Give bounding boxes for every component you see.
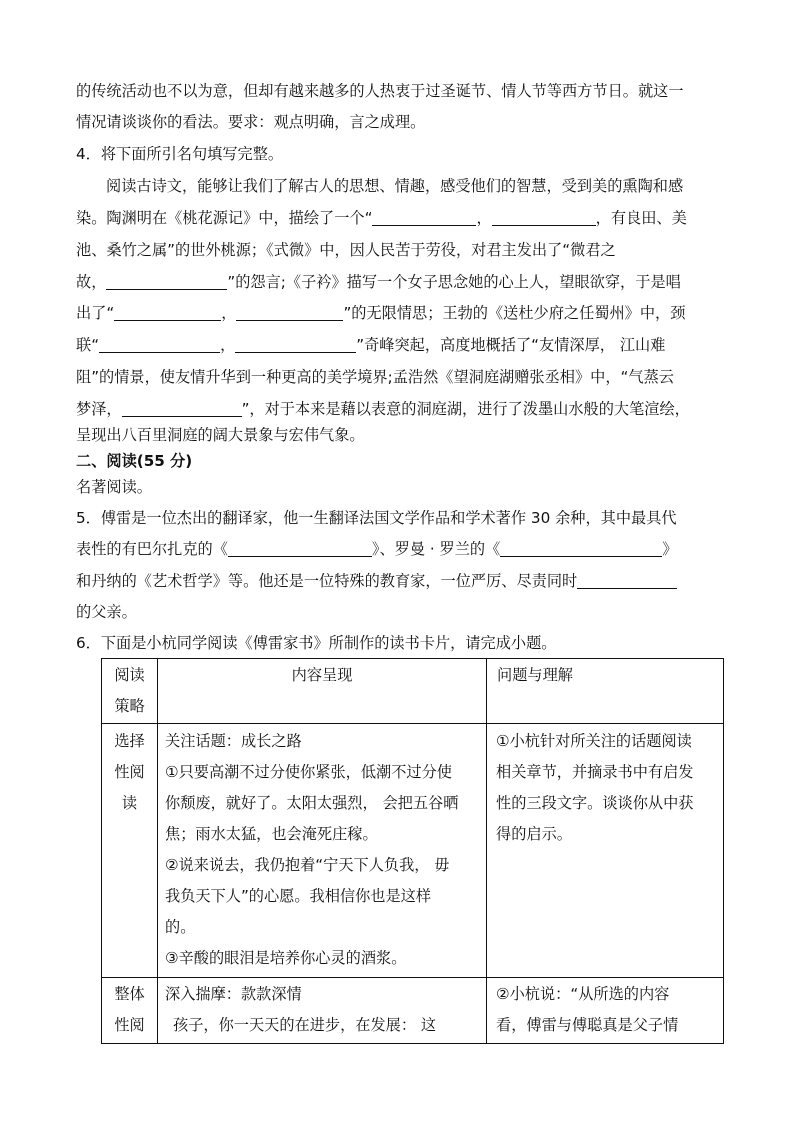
cell-line: 性阅 <box>114 763 145 781</box>
q4-para-line-4 <box>76 271 681 293</box>
text-seg: 梦泽， <box>76 400 122 418</box>
cell-line: ②小杭说：“从所选的内容 <box>496 985 670 1003</box>
text-seg: ”奇峰突起，高度地概括了“友情深厚， 江山难 <box>356 336 666 354</box>
q5-line-3 <box>76 570 677 592</box>
blank-4[interactable] <box>114 303 221 321</box>
text-seg: ， <box>221 304 237 322</box>
blank-9[interactable] <box>228 539 372 557</box>
blank-6[interactable] <box>99 335 220 353</box>
text-seg: 染。陶渊明在《桃花源记》中，描绘了一个“ <box>76 209 373 227</box>
q6-stem: 6．下面是小杭同学阅读《傅雷家书》所制作的读书卡片，请完成小题。 <box>76 634 557 652</box>
cell-line: 内容呈现 <box>291 666 353 684</box>
header-question <box>487 659 724 724</box>
cell-line: 深入揣摩：款款深情 <box>165 985 302 1003</box>
text-seg: ，有良田、美 <box>595 209 687 227</box>
cell-line: 选择 <box>114 732 145 750</box>
text-seg: 和丹纳的《艺术哲学》等。他还是一位特殊的教育家，一位严厉、尽责同时 <box>76 572 578 590</box>
q4-para-line-1: 阅读古诗文，能够让我们了解古人的思想、情趣，感受他们的智慧，受到美的熏陶和感 <box>106 177 684 195</box>
cell-line: 你颓废，就好了。太阳太强烈， 会把五谷晒 <box>165 794 459 812</box>
cell-line: 阅读 <box>114 666 145 684</box>
text-seg: 出了“ <box>76 304 115 322</box>
text-seg: ”的怨言;《子衿》描写一个女子思念她的心上人，望眼欲穿，于是唱 <box>227 273 681 291</box>
question-cell <box>487 724 724 978</box>
content-cell <box>158 978 487 1044</box>
text-seg: ”，对于本来是藉以表意的洞庭湖，进行了泼墨山水般的大笔渲绘， <box>241 400 690 418</box>
q4-stem: 4．将下面所引名句填写完整。 <box>76 145 284 163</box>
blank-8[interactable] <box>122 399 242 417</box>
q5-line-4: 的父亲。 <box>76 603 137 621</box>
cell-line: ②说来说去，我仍抱着“宁天下人负我， 毋 <box>165 856 450 874</box>
q5-line-1: 5．傅雷是一位杰出的翻译家，他一生翻译法国文学作品和学术著作 30 余种，其中最具代 <box>76 509 677 527</box>
cell-line: 我负天下人”的心愿。我相信你也是这样 <box>165 887 432 905</box>
blank-3[interactable] <box>106 272 227 290</box>
q5-line-2 <box>76 538 677 560</box>
table-row <box>102 978 724 1044</box>
q4-para-line-9: 呈现出八百里洞庭的阔大景象与宏伟气象。 <box>76 426 365 444</box>
cell-line: ①小杭针对所关注的话题阅读 <box>496 732 692 750</box>
cell-line: 性的三段文字。谈谈你从中获 <box>496 794 694 812</box>
cell-line: 得的启示。 <box>496 825 572 843</box>
cell-line: 关注话题：成长之路 <box>165 732 302 750</box>
text-seg: 》、罗曼 · 罗兰的《 <box>371 540 501 558</box>
intro-line-1: 的传统活动也不以为意，但却有越来越多的人热衷于过圣诞节、情人节等西方节日。就这一 <box>76 82 684 100</box>
text-seg: 故， <box>76 273 107 291</box>
q4-para-line-5 <box>76 302 685 324</box>
q4-para-line-6 <box>76 334 665 356</box>
content-cell <box>158 724 487 978</box>
table-row <box>102 724 724 978</box>
header-strategy <box>102 659 158 724</box>
cell-line: 读 <box>121 794 138 812</box>
cell-line: 孩子，你一天天的在进步，在发展： 这 <box>173 1016 437 1034</box>
q4-para-line-3: 池、桑竹之属”的世外桃源；《式微》中，因人民苦于劳役，对君主发出了“微君之 <box>76 241 616 259</box>
text-seg: ， <box>220 336 236 354</box>
cell-line: ①只要高潮不过分使你紧张，低潮不过分使 <box>165 763 452 781</box>
blank-11[interactable] <box>577 571 677 589</box>
strategy-cell <box>102 978 158 1044</box>
text-seg: 表性的有巴尔扎克的《 <box>76 540 228 558</box>
cell-line: 整体 <box>114 985 145 1003</box>
strategy-cell <box>102 724 158 978</box>
text-seg: ， <box>476 209 492 227</box>
cell-line: 的。 <box>165 918 196 936</box>
q4-para-line-8 <box>76 398 690 420</box>
cell-line: ③辛酸的眼泪是培养你心灵的酒浆。 <box>165 949 407 967</box>
text-seg: ”的无限情思；王勃的《送杜少府之任蜀州》中，颈 <box>343 304 686 322</box>
header-content <box>158 659 487 724</box>
q4-para-line-7: 阻”的情景，使友情升华到一种更高的美学境界;孟浩然《望洞庭湖赠张丞相》中，“气蒸云 <box>76 368 674 386</box>
cell-line: 策略 <box>114 697 145 715</box>
question-cell <box>487 978 724 1044</box>
text-seg: 》 <box>662 540 678 558</box>
blank-5[interactable] <box>236 303 343 321</box>
cell-line: 看，傅雷与傅聪真是父子情 <box>496 1016 679 1034</box>
blank-10[interactable] <box>500 539 662 557</box>
table-header-row <box>102 659 724 724</box>
text-seg: 联“ <box>76 336 100 354</box>
cell-line: 焦；雨水太猛，也会淹死庄稼。 <box>165 825 378 843</box>
section-heading: 二、阅读(55 分) <box>76 452 193 470</box>
cell-line: 相关章节，并摘录书中有启发 <box>496 763 694 781</box>
blank-1[interactable] <box>372 208 476 226</box>
cell-line: 问题与理解 <box>497 666 573 684</box>
blank-2[interactable] <box>492 208 596 226</box>
blank-7[interactable] <box>235 335 356 353</box>
q4-para-line-2 <box>76 207 687 229</box>
section-subheading: 名著阅读。 <box>76 478 152 496</box>
reading-card-table <box>101 658 724 1044</box>
intro-line-2: 情况请谈谈你的看法。要求：观点明确，言之成理。 <box>76 113 426 131</box>
cell-line: 性阅 <box>114 1016 145 1034</box>
